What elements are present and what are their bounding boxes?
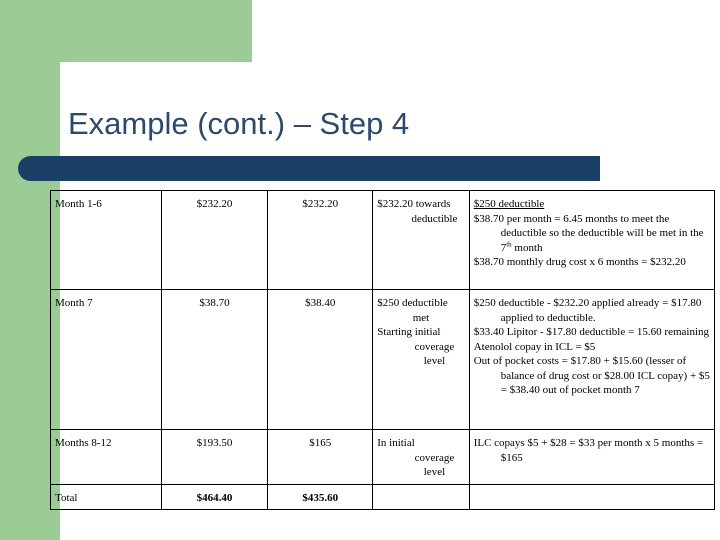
status-line: met <box>412 311 430 324</box>
cost-cell: $464.40 <box>161 484 268 510</box>
explanation-line: $250 deductible - $232.20 applied already = $17.80 applied to deductible. <box>473 297 702 324</box>
row-label: Month 7 <box>51 290 162 430</box>
table-row <box>51 191 715 290</box>
explanation-cell <box>469 290 714 430</box>
row-label: Month 1-6 <box>51 191 162 290</box>
status-line: $232.20 towards <box>377 198 451 210</box>
explanation-line <box>474 212 710 256</box>
cost-cell: $38.70 <box>161 290 268 430</box>
title-underline-bar <box>18 156 600 181</box>
table-row <box>51 430 715 485</box>
explanation-line: $250 deductible <box>473 198 545 210</box>
explanation-cell <box>469 484 714 510</box>
status-line: coverage <box>414 451 455 464</box>
status-cell <box>373 191 469 290</box>
explanation-line: Atenolol copay in ICL = $5 <box>473 340 596 353</box>
explanation-text: month <box>511 241 543 254</box>
out-of-pocket-cell: $165 <box>268 430 373 485</box>
table-row <box>51 290 715 430</box>
status-line: Starting initial <box>377 326 441 338</box>
status-cell <box>373 484 469 510</box>
explanation-line: $33.40 Lipitor - $17.80 deductible = 15.60 remaining <box>473 326 710 338</box>
explanation-line: $38.70 monthly drug cost x 6 months = $232.20 <box>473 256 686 268</box>
status-line: level <box>423 355 446 367</box>
status-line: In initial <box>377 437 415 449</box>
status-cell <box>373 290 469 430</box>
out-of-pocket-cell: $232.20 <box>268 191 373 290</box>
explanation-cell <box>469 430 714 485</box>
cost-table <box>50 190 715 510</box>
top-green-block <box>0 0 252 62</box>
out-of-pocket-cell: $435.60 <box>268 484 373 510</box>
slide-title: Example (cont.) – Step 4 <box>68 106 410 141</box>
cost-cell: $232.20 <box>161 191 268 290</box>
row-label: Months 8-12 <box>51 430 162 485</box>
explanation-line: ILC copays $5 + $28 = $33 per month x 5 months = $165 <box>473 437 704 464</box>
explanation-line: Out of pocket costs = $17.80 + $15.60 (lesser of balance of drug cost or $28.00 ICL copay) + $5 = $38.40 out of pocket month 7 <box>473 355 710 396</box>
status-line: level <box>423 466 446 478</box>
out-of-pocket-cell: $38.40 <box>268 290 373 430</box>
row-label: Total <box>51 484 162 510</box>
status-cell <box>373 430 469 485</box>
superscript: th <box>506 239 512 248</box>
cost-cell: $193.50 <box>161 430 268 485</box>
status-line: coverage <box>414 340 455 353</box>
status-line: deductible <box>411 212 458 225</box>
explanation-text: $38.70 per month = 6.45 months to meet the deductible so the deductible will be met in the 7 <box>473 212 704 254</box>
status-line: $250 deductible <box>377 297 448 309</box>
explanation-cell <box>469 191 714 290</box>
table-row <box>51 484 715 510</box>
